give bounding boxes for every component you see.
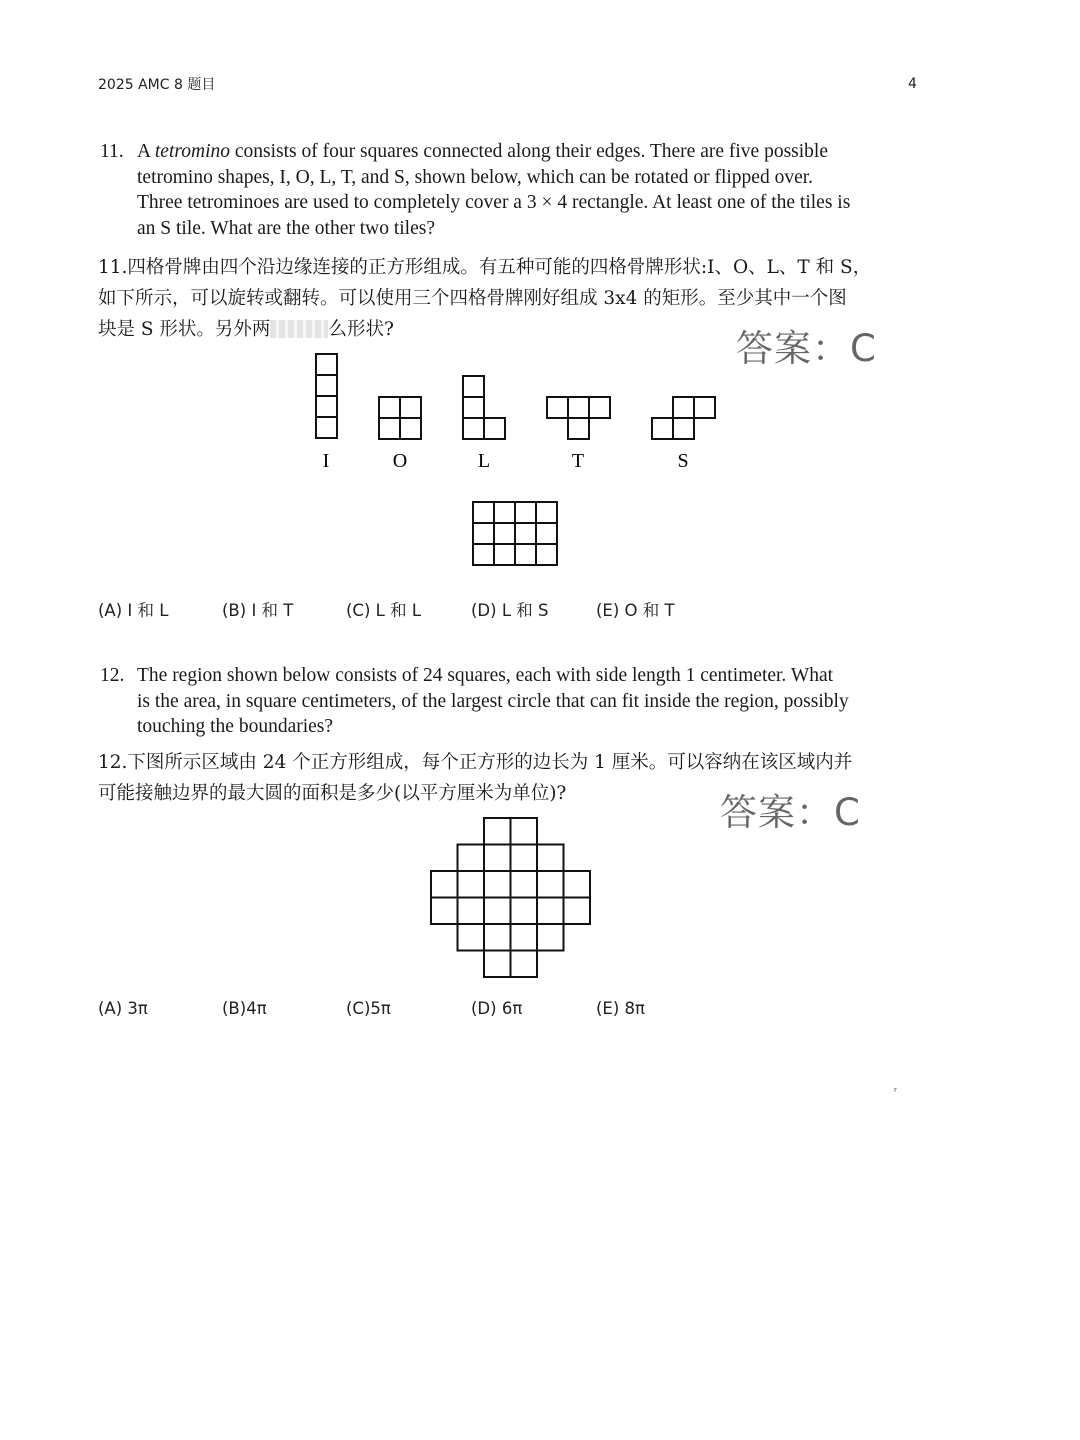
shape-label-i: I (322, 450, 330, 472)
shape-label-t: T (571, 450, 585, 472)
q11-answer-choices (98, 597, 798, 623)
q12-en-line-1: The region shown below consists of 24 squares, each with side length 1 centimeter. What (137, 665, 834, 686)
page-number: 4 (908, 76, 917, 92)
q11-zh-line-3: 块是 S 形状。另外两 么形状? (98, 319, 394, 340)
q12-en-line-2: is the area, in square centimeters, of the largest circle that can fit inside the region, possibly (137, 690, 849, 712)
q11-choice-a: (A) I 和 L (98, 601, 169, 620)
q11-choice-c: (C) L 和 L (346, 601, 422, 620)
q12-answer-choices (98, 999, 798, 1025)
q11-en-line-4: an S tile. What are the other two tiles? (137, 217, 436, 239)
q11-en-line-1: A tetromino consists of four squares connected along their edges. There are five possible (137, 141, 828, 162)
q12-choice-c: (C)5π (346, 999, 391, 1018)
q12-zh-line-2: 可能接触边界的最大圆的面积是多少(以平方厘米为单位)? (98, 783, 567, 804)
tetromino-o-shape (379, 397, 421, 439)
q11-choice-d: (D) L 和 S (471, 601, 549, 620)
q12-english-text (100, 663, 920, 740)
q12-choice-d: (D) 6π (471, 999, 523, 1018)
q12-number: 12. (100, 665, 125, 686)
q12-zh-line-1: 12.下图所示区域由 24 个正方形组成，每个正方形的边长为 1 厘米。可以容纳在该区域内并 (98, 752, 853, 773)
tetromino-l-shape (463, 376, 505, 439)
q12-en-line-3: touching the boundaries? (137, 716, 334, 737)
shape-label-s: S (677, 450, 689, 472)
q11-choice-b: (B) I 和 T (222, 601, 294, 620)
page-header-left: 2025 AMC 8 题目 (98, 77, 216, 93)
shape-label-l: L (477, 450, 491, 472)
stray-mark: ʳ (894, 1084, 897, 1098)
tetromino-i-shape (316, 354, 337, 438)
q11-answer: 答案：C (736, 327, 877, 370)
q11-zh-line-1: 11.四格骨牌由四个沿边缘连接的正方形组成。有五种可能的四格骨牌形状:I、O、L、T 和 S， (98, 257, 872, 278)
q11-zh-line-2: 如下所示，可以旋转或翻转。可以使用三个四格骨牌刚好组成 3x4 的矩形。至少其中一个图 (98, 288, 847, 309)
q12-answer: 答案：C (720, 791, 861, 834)
shape-label-o: O (392, 450, 408, 472)
q11-choice-e: (E) O 和 T (596, 601, 675, 620)
q12-choice-b: (B)4π (222, 999, 267, 1018)
tetromino-s-shape (652, 397, 715, 439)
region-24-squares (431, 818, 590, 977)
q12-choice-e: (E) 8π (596, 999, 645, 1018)
three-by-four-rectangle (473, 502, 557, 565)
tetromino-t-shape (547, 397, 610, 439)
q11-en-line-3: Three tetrominoes are used to completely cover a 3 × 4 rectangle. At least one of the tiles is (137, 192, 851, 213)
q11-en-line-2: tetromino shapes, I, O, L, T, and S, shown below, which can be rotated or flipped over. (137, 166, 814, 188)
q11-number: 11. (100, 141, 124, 162)
q12-choice-a: (A) 3π (98, 999, 148, 1018)
